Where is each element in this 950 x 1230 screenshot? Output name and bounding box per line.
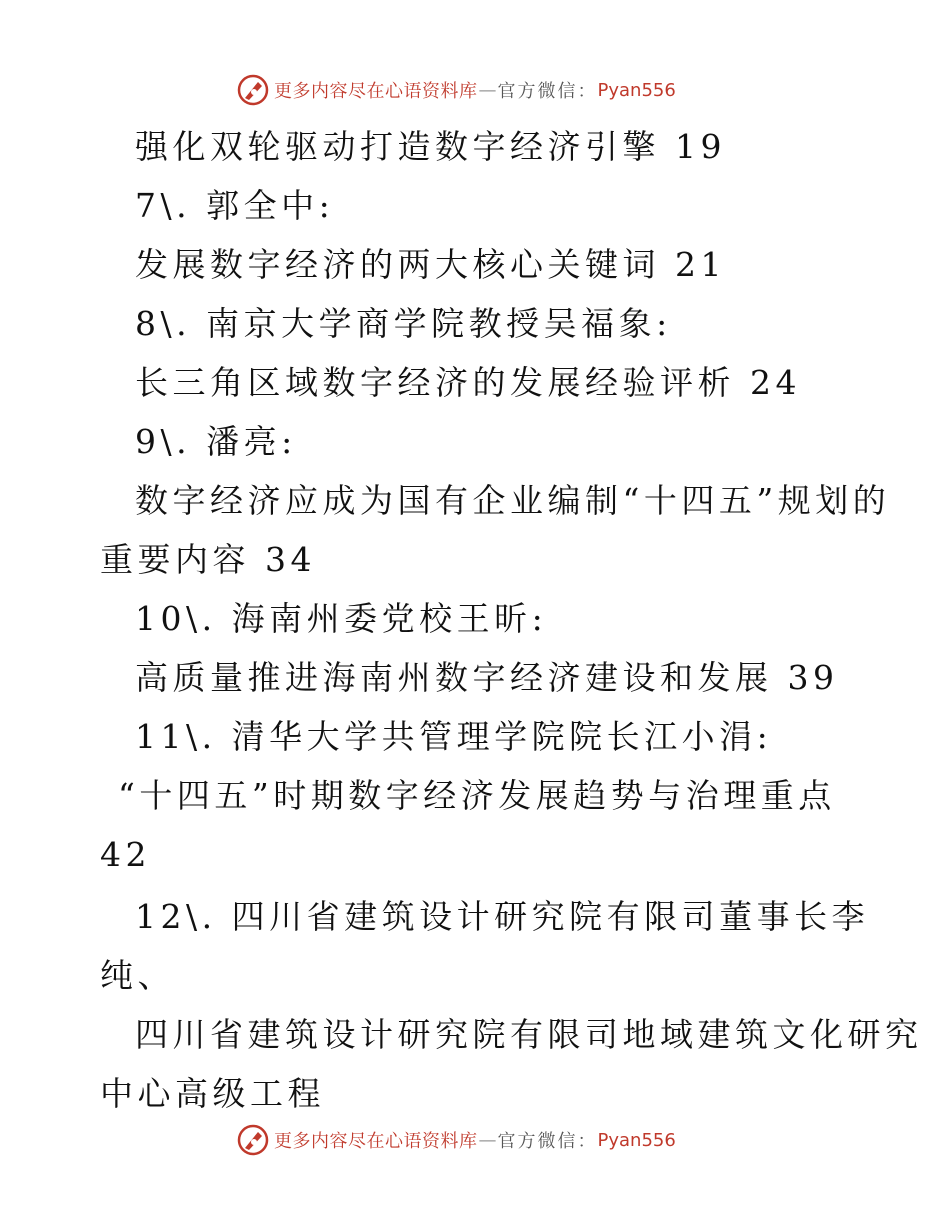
toc-line: 四川省建筑设计研究院有限司地域建筑文化研究	[135, 1015, 923, 1054]
toc-line: 42	[100, 835, 151, 874]
pen-logo-icon	[236, 1123, 270, 1157]
toc-line: 7\. 郭全中:	[135, 186, 335, 225]
toc-line: 12\. 四川省建筑设计研究院有限司董事长李	[135, 897, 870, 936]
banner-wechat-label: 官方微信：	[497, 81, 598, 102]
toc-line: 11\. 清华大学共管理学院院长江小涓:	[135, 717, 773, 756]
banner-wechat-label: 官方微信：	[497, 1131, 598, 1152]
toc-line: 10\. 海南州委党校王昕:	[135, 599, 548, 638]
banner-wechat-id: Pyan556	[597, 79, 676, 101]
toc-line: 8\. 南京大学商学院教授吴福象:	[135, 304, 672, 343]
banner-text: 更多内容尽在心语资料库	[274, 81, 478, 102]
toc-line: 重要内容 34	[100, 540, 316, 579]
footer-banner	[236, 1122, 676, 1158]
toc-line: 纯、	[100, 956, 175, 995]
pen-logo-icon	[236, 73, 270, 107]
banner-text: 更多内容尽在心语资料库	[274, 1131, 478, 1152]
toc-line: 中心高级工程	[100, 1074, 325, 1113]
banner-dash: —	[478, 1129, 497, 1151]
toc-line: 9\. 潘亮:	[135, 422, 297, 461]
banner-wechat-id: Pyan556	[597, 1129, 676, 1151]
banner-dash: —	[478, 79, 497, 101]
toc-line: 数字经济应成为国有企业编制“十四五”规划的	[135, 481, 891, 520]
toc-line: 发展数字经济的两大核心关键词 21	[135, 245, 726, 284]
toc-line: “十四五”时期数字经济发展趋势与治理重点	[118, 776, 836, 815]
toc-line: 高质量推进海南州数字经济建设和发展 39	[135, 658, 839, 697]
toc-line: 强化双轮驱动打造数字经济引擎 19	[135, 127, 726, 166]
toc-line: 长三角区域数字经济的发展经验评析 24	[135, 363, 801, 402]
header-banner	[236, 72, 676, 108]
